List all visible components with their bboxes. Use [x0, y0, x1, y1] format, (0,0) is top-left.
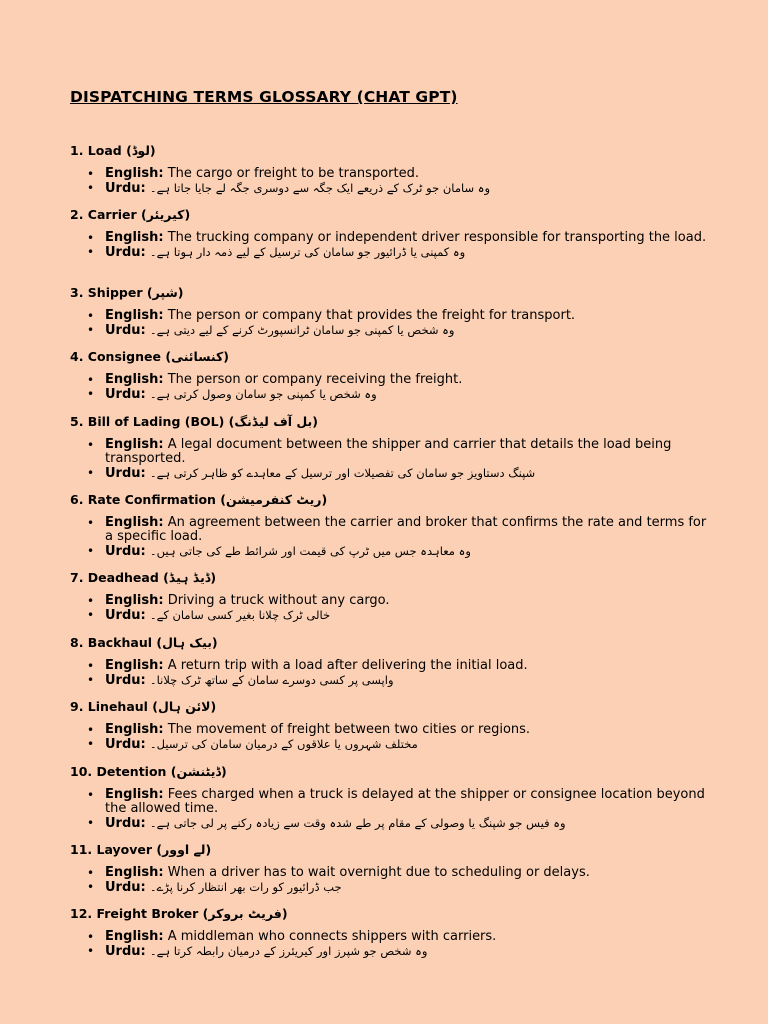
urdu-text: وہ شخص یا کمپنی جو سامان وصول کرتی ہے۔ [149, 387, 377, 401]
page-title: DISPATCHING TERMS GLOSSARY (CHAT GPT) [70, 88, 458, 106]
glossary-entry [70, 285, 710, 338]
glossary-entry [70, 764, 710, 831]
english-definition [70, 866, 710, 880]
urdu-definition [70, 466, 710, 481]
urdu-text: وہ کمپنی یا ڈرائیور جو سامان کی ترسیل کے لیے ذمہ دار ہوتا ہے۔ [149, 245, 466, 259]
english-text: The cargo or freight to be transported. [167, 166, 419, 181]
term-heading: 9. Linehaul (لائن ہال) [70, 699, 217, 714]
english-label: English: [105, 722, 164, 737]
urdu-label: Urdu: [105, 323, 146, 338]
urdu-definition [70, 181, 710, 196]
term-heading: 4. Consignee (کنسائنی) [70, 349, 230, 364]
urdu-label: Urdu: [105, 181, 146, 196]
english-label: English: [105, 308, 164, 323]
glossary-entry [70, 842, 710, 895]
english-label: English: [105, 230, 164, 245]
urdu-definition [70, 737, 710, 752]
english-definition [70, 231, 710, 245]
urdu-label: Urdu: [105, 944, 146, 959]
glossary-entry [70, 906, 710, 959]
term-heading: 12. Freight Broker (فریٹ بروکر) [70, 906, 288, 921]
english-definition [70, 723, 710, 737]
english-definition [70, 438, 710, 466]
urdu-text: وہ شخص جو شپرز اور کیریئرز کے درمیان رابطہ کرتا ہے۔ [149, 944, 428, 958]
urdu-label: Urdu: [105, 880, 146, 895]
urdu-definition [70, 608, 710, 623]
term-heading: 7. Deadhead (ڈیڈ ہیڈ) [70, 570, 217, 585]
urdu-label: Urdu: [105, 816, 146, 831]
urdu-definition [70, 880, 710, 895]
english-text: The movement of freight between two cities or regions. [167, 722, 531, 737]
urdu-text: جب ڈرائیور کو رات بھر انتظار کرنا پڑے۔ [149, 880, 342, 894]
urdu-text: وہ فیس جو شپنگ یا وصولی کے مقام پر طے شدہ وقت سے زیادہ رکنے پر لی جاتی ہے۔ [149, 816, 566, 830]
english-definition [70, 788, 710, 816]
glossary-entry [70, 699, 710, 752]
english-label: English: [105, 437, 164, 452]
term-heading: 5. Bill of Lading (BOL) (بل آف لیڈنگ) [70, 414, 318, 429]
english-text: A return trip with a load after delivering the initial load. [167, 658, 528, 673]
glossary-entry [70, 143, 710, 196]
urdu-label: Urdu: [105, 737, 146, 752]
glossary-entry [70, 207, 710, 260]
term-heading: 6. Rate Confirmation (ریٹ کنفرمیشن) [70, 492, 328, 507]
urdu-definition [70, 673, 710, 688]
urdu-definition [70, 944, 710, 959]
glossary-entry [70, 349, 710, 402]
term-heading: 3. Shipper (شپر) [70, 285, 184, 300]
term-heading: 10. Detention (ڈیٹنشن) [70, 764, 227, 779]
glossary-entry [70, 570, 710, 623]
urdu-label: Urdu: [105, 245, 146, 260]
english-definition [70, 373, 710, 387]
urdu-definition [70, 816, 710, 831]
urdu-definition [70, 387, 710, 402]
urdu-label: Urdu: [105, 544, 146, 559]
english-text: A legal document between the shipper and carrier that details the load being transported. [105, 437, 672, 466]
urdu-text: واپسی پر کسی دوسرے سامان کے ساتھ ٹرک چلانا۔ [149, 673, 394, 687]
urdu-text: خالی ٹرک چلانا بغیر کسی سامان کے۔ [149, 608, 331, 622]
glossary-entry [70, 492, 710, 559]
english-label: English: [105, 593, 164, 608]
english-text: The trucking company or independent driver responsible for transporting the load. [167, 230, 707, 245]
english-text: The person or company receiving the freight. [167, 372, 463, 387]
urdu-text: وہ شخص یا کمپنی جو سامان ٹرانسپورٹ کرنے کے لیے دیتی ہے۔ [149, 323, 455, 337]
english-label: English: [105, 515, 164, 530]
english-text: When a driver has to wait overnight due to scheduling or delays. [167, 865, 590, 880]
english-text: The person or company that provides the freight for transport. [167, 308, 576, 323]
english-label: English: [105, 372, 164, 387]
urdu-definition [70, 323, 710, 338]
term-heading: 2. Carrier (کیریئر) [70, 207, 191, 222]
urdu-text: مختلف شہروں یا علاقوں کے درمیان سامان کی ترسیل۔ [149, 737, 418, 751]
term-heading: 1. Load (لوڈ) [70, 143, 156, 158]
english-label: English: [105, 787, 164, 802]
english-label: English: [105, 929, 164, 944]
urdu-label: Urdu: [105, 466, 146, 481]
urdu-text: شپنگ دستاویز جو سامان کی تفصیلات اور ترسیل کے معاہدے کو ظاہر کرتی ہے۔ [149, 466, 536, 480]
urdu-label: Urdu: [105, 673, 146, 688]
english-text: Fees charged when a truck is delayed at the shipper or consignee location beyond the allowed time. [105, 787, 705, 816]
english-definition [70, 659, 710, 673]
english-label: English: [105, 166, 164, 181]
glossary-entry [70, 635, 710, 688]
english-definition [70, 309, 710, 323]
english-definition [70, 167, 710, 181]
english-text: Driving a truck without any cargo. [167, 593, 390, 608]
urdu-definition [70, 544, 710, 559]
english-label: English: [105, 658, 164, 673]
urdu-label: Urdu: [105, 387, 146, 402]
english-text: A middleman who connects shippers with carriers. [167, 929, 497, 944]
urdu-text: وہ سامان جو ٹرک کے ذریعے ایک جگہ سے دوسری جگہ لے جایا جاتا ہے۔ [149, 181, 491, 195]
urdu-label: Urdu: [105, 608, 146, 623]
english-definition [70, 516, 710, 544]
english-definition [70, 594, 710, 608]
urdu-text: وہ معاہدہ جس میں ٹرپ کی قیمت اور شرائط طے کی جاتی ہیں۔ [149, 544, 471, 558]
urdu-definition [70, 245, 710, 260]
term-heading: 8. Backhaul (بیک ہال) [70, 635, 218, 650]
english-label: English: [105, 865, 164, 880]
english-text: An agreement between the carrier and broker that confirms the rate and terms for a specific load. [105, 515, 707, 544]
glossary-entry [70, 414, 710, 481]
term-heading: 11. Layover (لے اوور) [70, 842, 212, 857]
english-definition [70, 930, 710, 944]
